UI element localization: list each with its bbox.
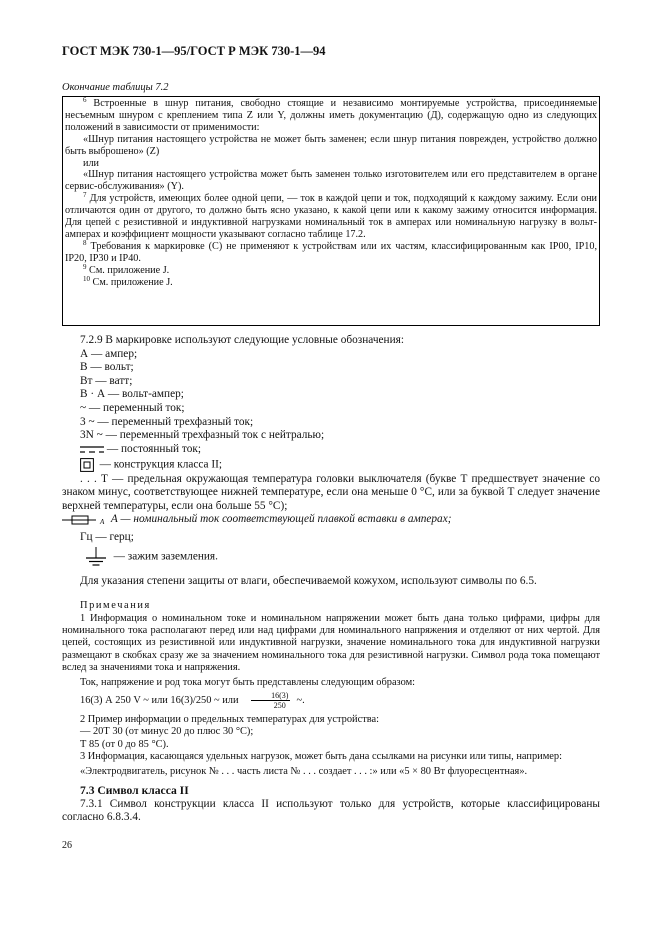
- symbol-fuse-row: A А — номинальный ток соответствующей плавкой вставки в амперах;: [62, 513, 600, 527]
- symbol-temperature: . . . Т — предельная окружающая температура головки выключателя (букве Т предшествует значение со знаком минус, соответствующее нижней температуре, если она меньше 0 °С, или за буквой Т следует значение верхней температуры, если она больше 55 °С);: [62, 472, 600, 512]
- page-number: 26: [62, 840, 72, 851]
- note-7: $^7$ Для устройств, имеющих более одной цепи, — ток в каждой цепи и ток, подходящий к каждому зажиму. Если они отличаются один от другого, то должно быть ясно указано, к какой цепи или к какому зажиму относится информация. Для цепей с резистивной и индуктивной нагрузками номинальный ток в амперах или номинальную нагрузку в вольт-амперах и коэффициент мощности указывают согласно таблице 17.2.: [65, 191, 597, 240]
- note-1-example-intro: Ток, напряжение и род тока могут быть представлены следующим образом:: [80, 676, 416, 688]
- note-3: 3 Информация, касающаяся удельных нагрузок, может быть дана ссылками на рисунки или типы, например:: [80, 751, 562, 763]
- symbol-3-phase: 3 ~ — переменный трехфазный ток;: [80, 415, 254, 428]
- clause-7-2-9: 7.2.9 В маркировке используют следующие условные обозначения:: [80, 334, 404, 346]
- direct-current-icon: [80, 445, 104, 454]
- note-6-or: или: [83, 157, 99, 169]
- symbol-3-phase-neutral: 3N ~ — переменный трехфазный ток с нейтралью;: [80, 429, 325, 442]
- earth-ground-icon: [84, 547, 108, 567]
- fuse-icon: [62, 515, 108, 525]
- note-2-example-b: Т 85 (от 0 до 85 °С).: [80, 738, 169, 750]
- symbol-volt: В — вольт;: [80, 361, 134, 374]
- note-6: $^6$ Встроенные в шнур питания, свободно стоящие и независимо монтируемые устройства, присоединяемые несъемным шнуром с креплением типа Z или Y, должны иметь документацию (Д), содержащую одно из следующих положений в зависимости от применимости:: [65, 96, 597, 133]
- note-6-quote-y: «Шнур питания настоящего устройства может быть заменен только изготовителем или его представителем в органе сервис-обслуживания» (Y).: [65, 169, 597, 193]
- note-2: 2 Пример информации о предельных температурах для устройства:: [80, 713, 380, 725]
- clause-7-3-1: 7.3.1 Символ конструкции класса II используют только для устройств, которые классифицированы согласно 6.8.3.4.: [62, 797, 600, 824]
- note-1-example: 16(3) А 250 V ~ или 16(3)/250 ~ или $\frac{16(3)}{250}$ ~.: [80, 690, 305, 710]
- note-8: $^8$ Требования к маркировке (С) не применяют к устройствам или их частям, классифицированным как IP00, IP10, IP20, IP30 и IP40.: [65, 238, 598, 264]
- note-3-example: «Электродвигатель, рисунок № . . . часть листа № . . . создает . . . :» или «5 × 80 Вт флуоресцентная».: [80, 765, 528, 777]
- symbol-ac: ~ — переменный ток;: [80, 401, 185, 414]
- symbol-hertz: Гц — герц;: [80, 530, 134, 543]
- table-caption: Окончание таблицы 7.2: [62, 82, 169, 93]
- svg-text:A: A: [100, 517, 105, 525]
- note-6-quote-z: «Шнур питания настоящего устройства не может быть заменен; если шнур питания поврежден, устройство должно быть выброшено» (Z): [65, 133, 597, 157]
- note-2-example-a: — 20Т 30 (от минус 20 до плюс 30 °С);: [80, 726, 254, 738]
- symbol-volt-ampere: В · А — вольт-ампер;: [80, 388, 184, 401]
- note-1: 1 Информация о номинальном токе и номинальном напряжении может быть дана только цифрами, цифры для номинального тока располагают перед или над цифрами для номинального напряжения и отделяют от них чертой. Для цепей, состоящих из резистивной или индуктивной нагрузки, значение номинального тока для индуктивной нагрузки размещают в скобках сразу же за значением номинального тока для резистивной нагрузки. Символ рода тока помещают вслед за значениями тока и напряжения.: [62, 612, 600, 674]
- note-10: $^{10}$ См. приложение J.: [83, 274, 173, 288]
- main-body: [62, 334, 600, 825]
- symbol-ampere: А — ампер;: [80, 347, 138, 360]
- section-7-3-title: 7.3 Символ класса II: [80, 783, 189, 797]
- class-ii-double-square-icon: [80, 458, 94, 472]
- note-9: $^9$ См. приложение J.: [83, 262, 170, 276]
- document-header: ГОСТ МЭК 730-1—95/ГОСТ Р МЭК 730-1—94: [62, 44, 326, 58]
- current-voltage-fraction: $\frac{16(3)}{250}$: [251, 691, 290, 710]
- symbol-class2-row: — конструкция класса II;: [62, 458, 600, 472]
- table-notes-box: [62, 96, 600, 326]
- symbol-watt: Вт — ватт;: [80, 374, 133, 387]
- symbol-earth-row: — зажим заземления.: [62, 547, 600, 567]
- ip-protection-line: Для указания степени защиты от влаги, обеспечиваемой кожухом, используют символы по 6.5.: [80, 574, 537, 587]
- notes-heading: Примечания: [80, 600, 151, 612]
- symbol-dc-row: — постоянный ток;: [62, 443, 600, 457]
